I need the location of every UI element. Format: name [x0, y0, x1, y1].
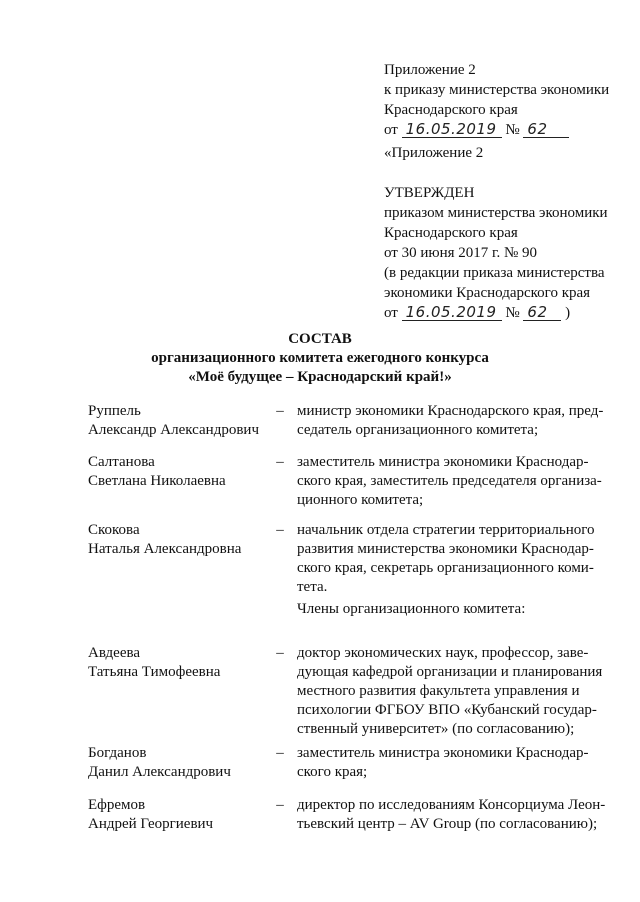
approval-block: [384, 143, 634, 323]
approval-handwritten-date: 16.05.2019: [402, 304, 502, 321]
title-line: СОСТАВ: [288, 331, 352, 347]
role-line: ского края;: [297, 764, 368, 780]
member-role: [297, 796, 608, 834]
document-title: [0, 330, 640, 387]
role-line: заместитель министра экономики Краснодар-: [297, 745, 589, 761]
approval-date-prefix: от: [384, 305, 398, 321]
member-name: [88, 402, 273, 440]
member-dash: –: [276, 797, 284, 813]
approval-handwritten-number: 62: [523, 304, 561, 321]
appendix-order-ref: к приказу министерства экономики: [384, 82, 610, 98]
approval-date-line: [384, 303, 634, 323]
member-given-name: Наталья Александровна: [88, 541, 242, 557]
approval-approved: УТВЕРЖДЕН: [384, 185, 475, 201]
member-name: [88, 744, 273, 782]
member-role: [297, 453, 608, 510]
role-line: заместитель министра экономики Краснодар-: [297, 454, 589, 470]
member-surname: Авдеева: [88, 645, 141, 661]
member-dash: –: [276, 645, 284, 661]
approval-spacer: [384, 163, 634, 183]
member-name: [88, 796, 273, 834]
appendix-date-line: [384, 120, 634, 140]
member-surname: Ефремов: [88, 797, 146, 813]
role-line: местного развития факультета управления и: [297, 683, 580, 699]
member-dash: –: [276, 522, 284, 538]
appendix-number-prefix: №: [505, 122, 520, 138]
member-name: [88, 453, 273, 491]
member-role: [297, 521, 608, 597]
approval-line: (в редакции приказа министерства: [384, 265, 605, 281]
member-given-name: Татьяна Тимофеевна: [88, 664, 221, 680]
approval-number-prefix: №: [505, 305, 520, 321]
approval-close-paren: ): [565, 305, 571, 321]
member-given-name: Александр Александрович: [88, 422, 259, 438]
appendix-header: [384, 60, 634, 140]
role-line: психологии ФГБОУ ВПО «Кубанский государ-: [297, 702, 597, 718]
appendix-date-prefix: от: [384, 122, 398, 138]
member-role: [297, 744, 608, 782]
member-surname: Скокова: [88, 522, 140, 538]
member-given-name: Андрей Георгиевич: [88, 816, 214, 832]
member-dash: –: [276, 454, 284, 470]
role-line: ского края, заместитель председателя организа-: [297, 473, 602, 489]
member-surname: Салтанова: [88, 454, 155, 470]
role-line: директор по исследованиям Консорциума Леон-: [297, 797, 606, 813]
member-surname: Богданов: [88, 745, 147, 761]
member-dash: –: [276, 745, 284, 761]
approval-line: Краснодарского края: [384, 225, 518, 241]
role-line: тета.: [297, 579, 328, 595]
role-line: ственный университет» (по согласованию);: [297, 721, 575, 737]
role-line: дующая кафедрой организации и планирования: [297, 664, 603, 680]
role-line: ционного комитета;: [297, 492, 424, 508]
title-line: организационного комитета ежегодного конкурса: [151, 350, 489, 366]
role-line: развития министерства экономики Краснодар-: [297, 541, 594, 557]
approval-line: от 30 июня 2017 г. № 90: [384, 245, 538, 261]
role-line: седатель организационного комитета;: [297, 422, 539, 438]
role-line: начальник отдела стратегии территориального: [297, 522, 595, 538]
role-line: министр экономики Краснодарского края, пред-: [297, 403, 604, 419]
member-given-name: Светлана Николаевна: [88, 473, 226, 489]
member-dash: –: [276, 403, 284, 419]
appendix-label: Приложение 2: [384, 62, 476, 78]
appendix-handwritten-number: 62: [523, 121, 569, 138]
member-role: [297, 644, 608, 739]
member-role: [297, 402, 608, 440]
members-subheading: Члены организационного комитета:: [297, 601, 526, 617]
title-line: «Моё будущее – Краснодарский край!»: [188, 369, 452, 385]
appendix-region: Краснодарского края: [384, 102, 518, 118]
approval-line: приказом министерства экономики: [384, 205, 608, 221]
role-line: тьевский центр – AV Group (по согласованию);: [297, 816, 598, 832]
member-name: [88, 644, 273, 682]
approval-quote-line: «Приложение 2: [384, 145, 484, 161]
member-surname: Руппель: [88, 403, 141, 419]
appendix-handwritten-date: 16.05.2019: [402, 121, 502, 138]
approval-line: экономики Краснодарского края: [384, 285, 591, 301]
member-name: [88, 521, 273, 559]
role-line: доктор экономических наук, профессор, заве-: [297, 645, 589, 661]
role-line: ского края, секретарь организационного коми-: [297, 560, 594, 576]
member-given-name: Данил Александрович: [88, 764, 231, 780]
